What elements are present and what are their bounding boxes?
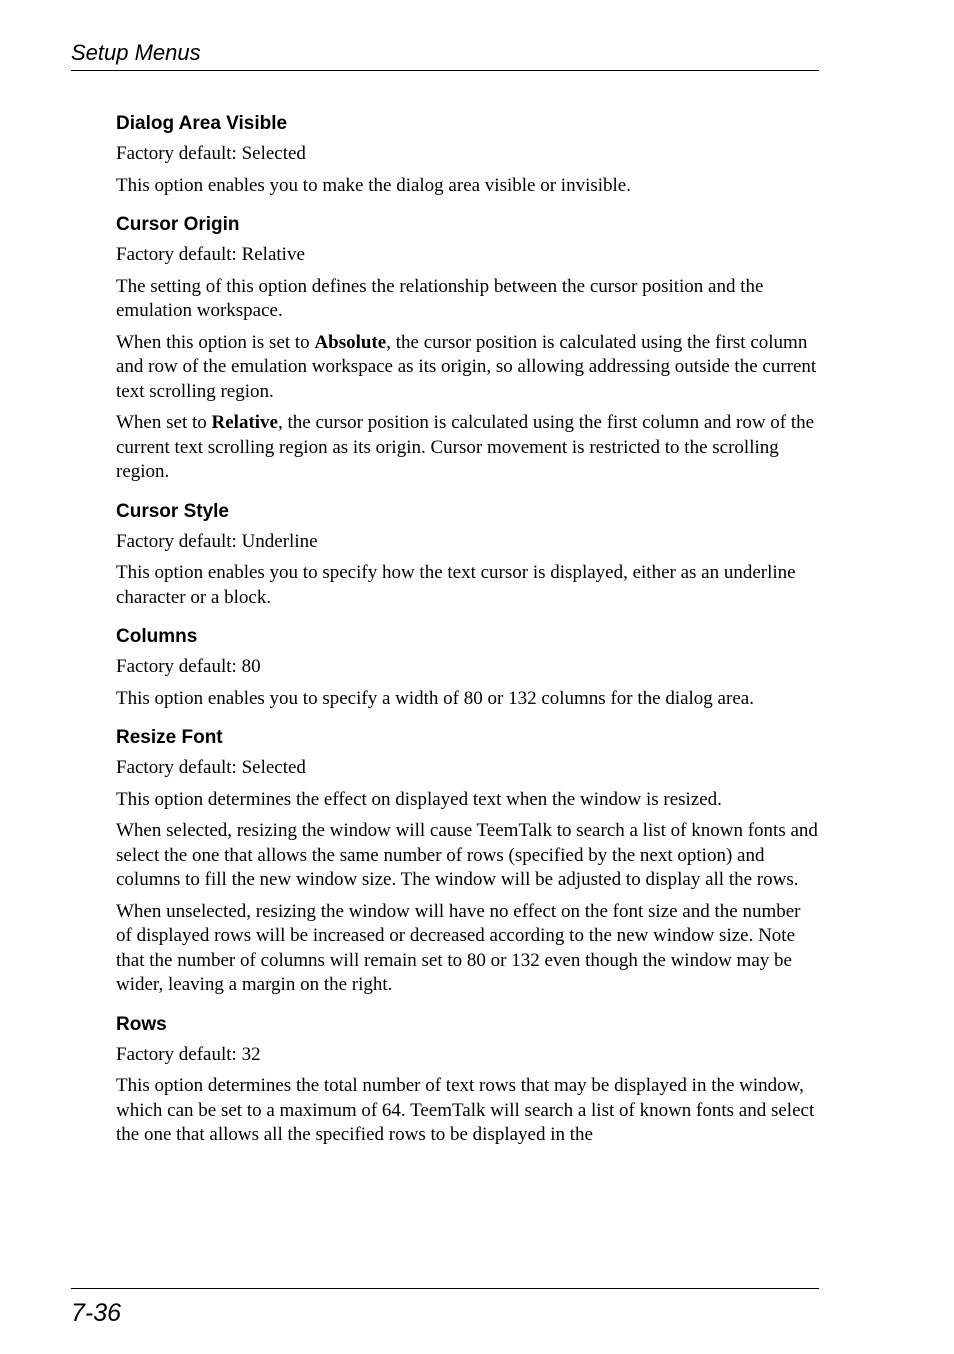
section-dialog-area-visible [116,111,819,198]
footer-rule [71,1288,819,1289]
factory-default: Factory default: 80 [116,656,261,677]
factory-default: Factory default: Underline [116,530,318,552]
section-rows [116,1012,819,1148]
factory-default: Factory default: 32 [116,1043,261,1065]
paragraph-text: When this option is set to [116,331,315,353]
option-value-absolute: Absolute [314,331,387,353]
factory-default: Factory default: Relative [116,244,305,265]
page-number: 7-36 [71,1299,122,1327]
page-content [116,111,819,1162]
header-rule [71,70,819,71]
paragraph [116,331,819,405]
section-heading: Columns [116,626,198,647]
section-heading: Resize Font [116,727,223,748]
paragraph-text: , the cursor position is calculated using the first column and row of the emulation workspace as its origin, so allowing addressing outside the current text scrolling region. [116,331,817,402]
section-heading: Cursor Style [116,500,229,522]
paragraph-text: When set to [116,412,212,433]
section-heading: Rows [116,1013,167,1035]
factory-default: Factory default: Selected [116,757,306,778]
paragraph: This option determines the effect on displayed text when the window is resized. [116,788,722,810]
paragraph: When unselected, resizing the window will have no effect on the font size and the number of displayed rows will be increased or decreased according to the new window size. Note that the number of columns will remain set to 80 or 132 even though the window may be wider, leaving a margin on the right. [116,900,801,995]
paragraph [116,411,819,485]
section-cursor-style [116,499,819,611]
paragraph-text: , the cursor position is calculated using the first column and row of the current text scrolling region as its origin. Cursor movement is restricted to the scrolling region. [116,412,815,482]
paragraph: This option enables you to specify how the text cursor is displayed, either as an underline character or a block. [116,562,796,608]
section-heading: Dialog Area Visible [116,113,288,134]
section-cursor-origin [116,212,819,485]
paragraph: The setting of this option defines the relationship between the cursor position and the emulation workspace. [116,275,764,321]
section-columns [116,624,819,711]
paragraph: This option enables you to specify a width of 80 or 132 columns for the dialog area. [116,687,754,709]
option-value-relative: Relative [211,412,278,433]
section-resize-font [116,725,819,998]
paragraph: This option enables you to make the dialog area visible or invisible. [116,174,631,196]
factory-default: Factory default: Selected [116,143,306,164]
paragraph: This option determines the total number of text rows that may be displayed in the window, which can be set to a maximum of 64. TeemTalk will search a list of known fonts and select the one that allows all the specified rows to be displayed in the [116,1075,815,1145]
running-header-title: Setup Menus [71,40,201,65]
section-heading: Cursor Origin [116,214,240,235]
paragraph: When selected, resizing the window will cause TeemTalk to search a list of known fonts and select the one that allows the same number of rows (specified by the next option) and columns to fill the new window size. The window will be adjusted to display all the rows. [116,820,818,890]
